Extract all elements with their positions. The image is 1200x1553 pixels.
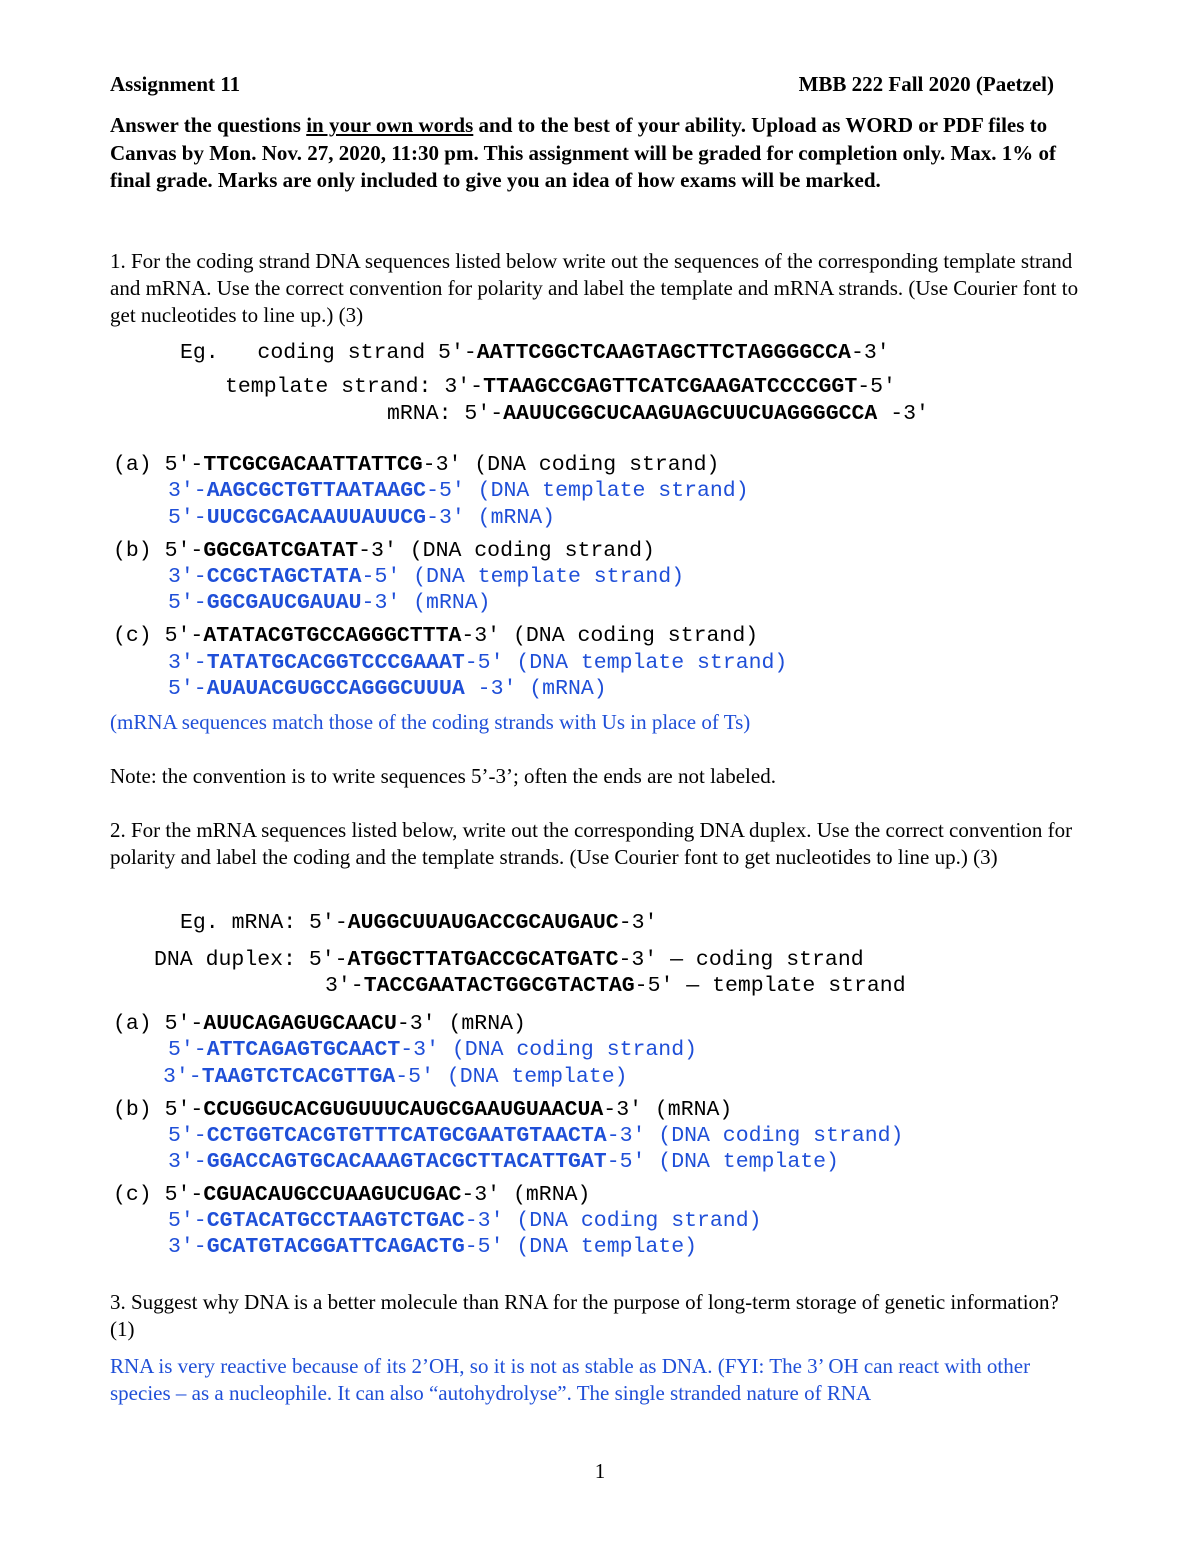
q2-example-template: 3′-TACCGAATACTGGCGTACTAG-5′ — template strand: [325, 974, 906, 998]
instructions: Answer the questions in your own words and to the best of your ability. Upload as WORD or PDF files to Canvas by Mon. Nov. 27, 2020, 11:30 pm. This assignment will be graded for completion only. Max. 1% of final grade. Marks are only included to give you an idea of how exams will be marked.: [110, 113, 1057, 192]
q1c-answer-mrna: 5′-AUAUACGUGCCAGGGCUUUA -3′ (mRNA): [168, 677, 607, 701]
q1b-given: (b) 5′-GGCGATCGATAT-3′ (DNA coding strand): [113, 539, 655, 563]
q1-example-template: template strand: 3′-TTAAGCCGAGTTCATCGAAGATCCCCGGT-5′: [225, 375, 896, 399]
q2a-answer-coding: 5′-ATTCAGAGTGCAACT-3′ (DNA coding strand): [168, 1038, 698, 1062]
q1b-answer-template: 3′-CCGCTAGCTATA-5′ (DNA template strand): [168, 565, 685, 589]
question-2-text: 2. For the mRNA sequences listed below, write out the corresponding DNA duplex. Use the correct convention for polarity and label the coding and the template strands. (Use Courier font to get nucleotides to line up.) (3): [110, 818, 1073, 869]
q2c-answer-template: 3′-GCATGTACGGATTCAGACTG-5′ (DNA template): [168, 1235, 698, 1259]
q2-example-mrna: Eg. mRNA: 5′-AUGGCUUAUGACCGCAUGAUC-3′: [180, 911, 658, 935]
q2a-answer-template: 3′-TAAGTCTCACGTTGA-5′ (DNA template): [163, 1065, 628, 1089]
q3-answer: RNA is very reactive because of its 2’OH, so it is not as stable as DNA. (FYI: The 3’ OH can react with other species – as a nucleophile. It can also “autohydrolyse”. The single stranded nature of RNA: [110, 1354, 1031, 1405]
q1a-given: (a) 5′-TTCGCGACAATTATTCG-3′ (DNA coding strand): [113, 453, 720, 477]
q2c-given: (c) 5′-CGUACAUGCCUAAGUCUGAC-3′ (mRNA): [113, 1183, 591, 1207]
q1-convention-note: Note: the convention is to write sequences 5’-3’; often the ends are not labeled.: [110, 764, 776, 788]
emphasis-underline: in your own words: [306, 113, 474, 137]
q2c-answer-coding: 5′-CGTACATGCCTAAGTCTGAC-3′ (DNA coding strand): [168, 1209, 762, 1233]
assignment-title: Assignment 11: [110, 72, 241, 96]
question-3-text: 3. Suggest why DNA is a better molecule than RNA for the purpose of long-term storage of genetic information? (1): [110, 1290, 1059, 1341]
course-title: MBB 222 Fall 2020 (Paetzel): [798, 72, 1054, 96]
q1-example-mrna: mRNA: 5′-AAUUCGGCUCAAGUAGCUUCUAGGGGCCA -3′: [387, 402, 929, 426]
q1-example-coding: Eg. coding strand 5′-AATTCGGCTCAAGTAGCTTCTAGGGGCCA-3′: [180, 341, 890, 365]
q1a-answer-template: 3′-AAGCGCTGTTAATAAGC-5′ (DNA template strand): [168, 479, 749, 503]
q2b-answer-template: 3′-GGACCAGTGCACAAAGTACGCTTACATTGAT-5′ (DNA template): [168, 1150, 839, 1174]
q2b-given: (b) 5′-CCUGGUCACGUGUUUCAUGCGAAUGUAACUA-3′ (mRNA): [113, 1098, 733, 1122]
q2a-given: (a) 5′-AUUCAGAGUGCAACU-3′ (mRNA): [113, 1012, 526, 1036]
q2b-answer-coding: 5′-CCTGGTCACGTGTTTCATGCGAATGTAACTA-3′ (DNA coding strand): [168, 1124, 904, 1148]
q1b-answer-mrna: 5′-GGCGAUCGAUAU-3′ (mRNA): [168, 591, 491, 615]
q1a-answer-mrna: 5′-UUCGCGACAAUUAUUCG-3′ (mRNA): [168, 506, 556, 530]
q1c-answer-template: 3′-TATATGCACGGTCCCGAAAT-5′ (DNA template strand): [168, 651, 788, 675]
page-number: 1: [594, 1459, 606, 1483]
q1-answer-note: (mRNA sequences match those of the coding strands with Us in place of Ts): [110, 710, 751, 734]
q2-example-coding: DNA duplex: 5′-ATGGCTTATGACCGCATGATC-3′ — coding strand: [154, 948, 864, 972]
q1c-given: (c) 5′-ATATACGTGCCAGGGCTTTA-3′ (DNA coding strand): [113, 624, 759, 648]
question-1-text: 1. For the coding strand DNA sequences listed below write out the sequences of the corresponding template strand and mRNA. Use the correct convention for polarity and label the template and mRNA strands. (Use Courier font to get nucleotides to line up.) (3): [110, 249, 1079, 327]
